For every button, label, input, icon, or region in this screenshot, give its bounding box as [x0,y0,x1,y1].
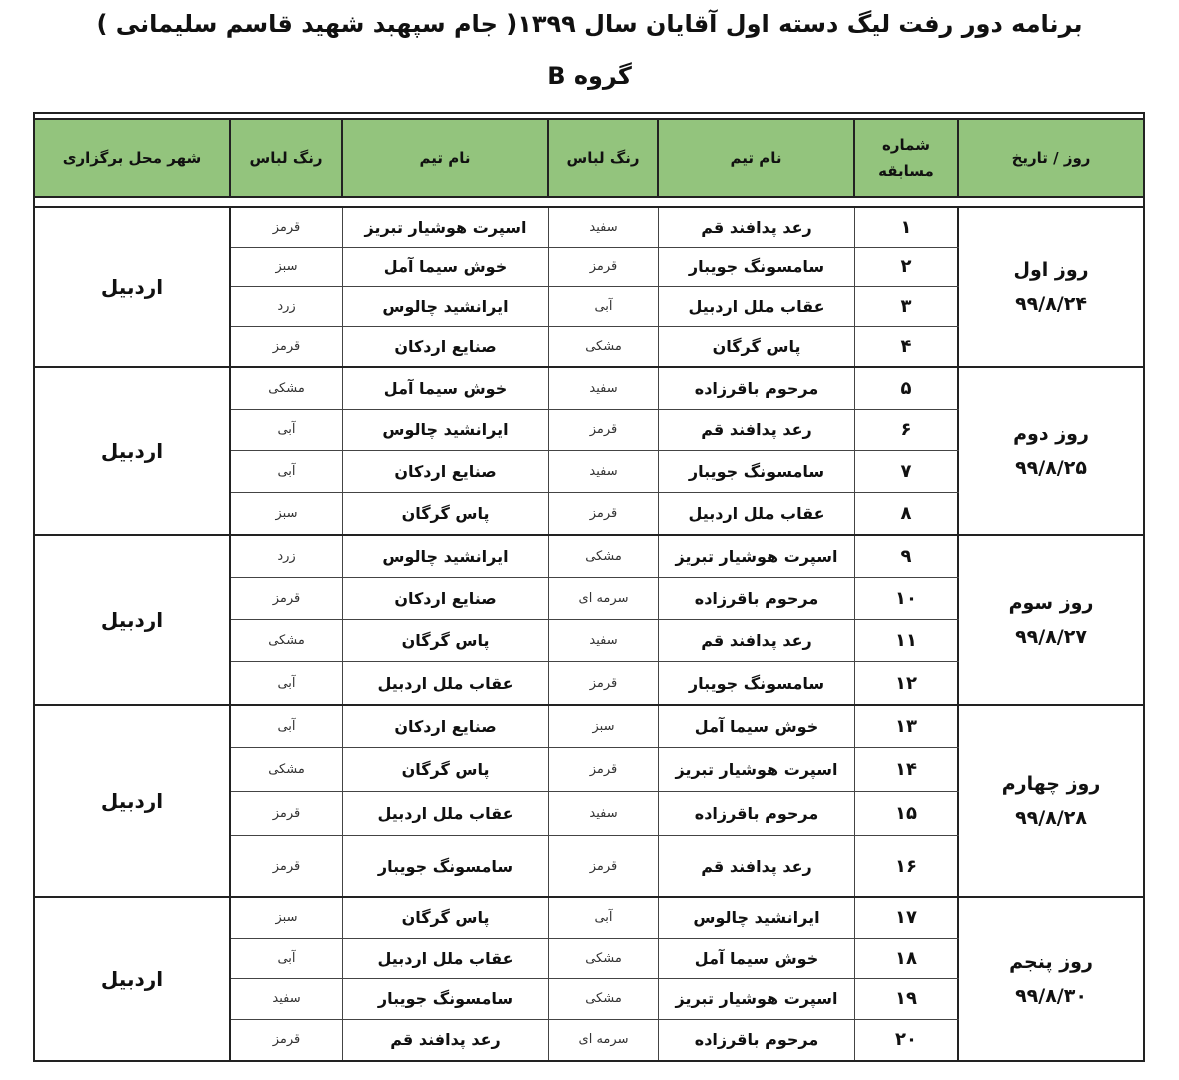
team2-color: آبی [231,451,343,492]
team2-name: ایرانشید چالوس [343,410,549,451]
table-row [231,1020,959,1061]
team1-name: رعد پدافند قم [659,410,855,451]
team1-name: رعد پدافند قم [659,836,855,896]
match-number: ۴ [855,327,959,367]
table-row [231,536,959,578]
day-group [35,366,1143,534]
team1-color: قرمز [549,836,659,896]
day-label: روز پنجم [1009,951,1093,973]
team2-color: سفید [231,979,343,1019]
team1-name: خوش سیما آمل [659,706,855,747]
match-number: ۵ [855,368,959,409]
match-number: ۱۷ [855,898,959,938]
team1-name: مرحوم باقرزاده [659,578,855,619]
table-row [231,748,959,792]
match-number: ۱۲ [855,662,959,704]
table-header [35,118,1143,198]
team2-color: آبی [231,662,343,704]
team1-name: مرحوم باقرزاده [659,1020,855,1061]
team1-color: مشکی [549,536,659,577]
team2-name: رعد پدافند قم [343,1020,549,1061]
venue-city: اردبیل [35,208,231,366]
match-number: ۶ [855,410,959,451]
table-row [231,208,959,248]
team2-color: مشکی [231,620,343,661]
team1-color: آبی [549,898,659,938]
table-row [231,578,959,620]
match-number: ۱۰ [855,578,959,619]
date-label: ۹۹/۸/۳۰ [1015,985,1087,1007]
day-label: روز دوم [1013,423,1089,445]
team2-name: سامسونگ جویبار [343,836,549,896]
team1-name: مرحوم باقرزاده [659,792,855,835]
team2-name: اسپرت هوشیار تبریز [343,208,549,247]
team2-name: پاس گرگان [343,493,549,535]
team1-name: سامسونگ جویبار [659,248,855,287]
team2-color: قرمز [231,792,343,835]
day-date-cell [959,536,1143,704]
day-date-cell [959,706,1143,896]
table-row [231,327,959,367]
team2-name: عقاب ملل اردبیل [343,939,549,979]
date-label: ۹۹/۸/۲۸ [1015,807,1087,829]
team2-color: قرمز [231,836,343,896]
header-team-2: نام تیم [343,120,549,196]
team1-color: سفید [549,208,659,247]
table-row [231,620,959,662]
team2-color: سبز [231,898,343,938]
team1-name: خوش سیما آمل [659,939,855,979]
group-subtitle: گروه B [547,62,632,90]
venue-city: اردبیل [35,706,231,896]
team2-name: پاس گرگان [343,898,549,938]
table-row [231,898,959,939]
team1-color: قرمز [549,410,659,451]
team2-name: خوش سیما آمل [343,248,549,287]
team2-color: زرد [231,287,343,326]
team1-color: قرمز [549,248,659,287]
team1-name: ایرانشید چالوس [659,898,855,938]
team1-color: مشکی [549,979,659,1019]
team1-name: اسپرت هوشیار تبریز [659,536,855,577]
date-label: ۹۹/۸/۲۷ [1015,626,1087,648]
team1-color: مشکی [549,939,659,979]
match-number: ۹ [855,536,959,577]
team2-color: مشکی [231,368,343,409]
day-group [35,206,1143,366]
match-number: ۸ [855,493,959,535]
team1-name: سامسونگ جویبار [659,662,855,704]
team2-color: قرمز [231,578,343,619]
team2-color: قرمز [231,327,343,367]
match-number: ۷ [855,451,959,492]
match-number: ۱۴ [855,748,959,791]
team2-name: ایرانشید چالوس [343,287,549,326]
table-row [231,451,959,493]
team1-color: قرمز [549,748,659,791]
team2-name: صنایع اردکان [343,578,549,619]
team1-name: عقاب ملل اردبیل [659,493,855,535]
team1-name: اسپرت هوشیار تبریز [659,748,855,791]
venue-city: اردبیل [35,368,231,534]
team2-color: قرمز [231,208,343,247]
team2-color: آبی [231,706,343,747]
team1-color: سفید [549,368,659,409]
team2-color: سبز [231,493,343,535]
team1-name: سامسونگ جویبار [659,451,855,492]
team2-name: پاس گرگان [343,620,549,661]
team2-name: ایرانشید چالوس [343,536,549,577]
team2-color: آبی [231,939,343,979]
table-row [231,493,959,535]
day-label: روز اول [1013,259,1089,281]
header-day-date: روز / تاریخ [1011,149,1091,167]
header-city: شهر محل برگزاری [35,120,231,196]
table-row [231,410,959,452]
day-group [35,704,1143,896]
header-team-1: نام تیم [659,120,855,196]
team1-name: رعد پدافند قم [659,620,855,661]
match-number: ۲ [855,248,959,287]
match-number: ۱۸ [855,939,959,979]
table-row [231,662,959,704]
team1-name: مرحوم باقرزاده [659,368,855,409]
team2-color: آبی [231,410,343,451]
team1-color: آبی [549,287,659,326]
header-match-number: شماره مسابقه [855,120,959,196]
table-row [231,836,959,896]
team1-color: سفید [549,451,659,492]
team2-color: مشکی [231,748,343,791]
team2-color: قرمز [231,1020,343,1061]
team2-name: خوش سیما آمل [343,368,549,409]
table-row [231,979,959,1020]
team2-name: پاس گرگان [343,748,549,791]
page-title: برنامه دور رفت لیگ دسته اول آقایان سال ۱۳۹۹( جام سپهبد شهید قاسم سلیمانی ) [96,10,1083,38]
table-row [231,792,959,836]
table-row [231,287,959,327]
schedule-table [33,112,1145,1062]
team1-name: اسپرت هوشیار تبریز [659,979,855,1019]
date-label: ۹۹/۸/۲۵ [1015,457,1087,479]
table-row [231,706,959,748]
team1-name: رعد پدافند قم [659,208,855,247]
day-date-cell [959,368,1143,534]
team1-color: سفید [549,620,659,661]
team1-color: قرمز [549,662,659,704]
match-number: ۱۱ [855,620,959,661]
table-row [231,248,959,288]
team2-name: صنایع اردکان [343,706,549,747]
match-number: ۱۳ [855,706,959,747]
team2-name: صنایع اردکان [343,327,549,367]
team1-color: سبز [549,706,659,747]
team1-color: سرمه ای [549,578,659,619]
team2-name: صنایع اردکان [343,451,549,492]
header-color-1: رنگ لباس [549,120,659,196]
team1-name: پاس گرگان [659,327,855,367]
day-label: روز سوم [1008,592,1094,614]
table-row [231,939,959,980]
team1-color: سفید [549,792,659,835]
date-label: ۹۹/۸/۲۴ [1015,293,1087,315]
day-label: روز چهارم [1001,773,1101,795]
day-group [35,534,1143,704]
team2-name: عقاب ملل اردبیل [343,662,549,704]
day-date-cell [959,898,1143,1060]
table-row [231,368,959,410]
team1-color: مشکی [549,327,659,367]
team1-name: عقاب ملل اردبیل [659,287,855,326]
match-number: ۱۶ [855,836,959,896]
header-color-2: رنگ لباس [231,120,343,196]
team2-color: سبز [231,248,343,287]
team2-name: سامسونگ جویبار [343,979,549,1019]
day-group [35,896,1143,1060]
team1-color: قرمز [549,493,659,535]
team1-color: سرمه ای [549,1020,659,1061]
match-number: ۱ [855,208,959,247]
venue-city: اردبیل [35,898,231,1060]
match-number: ۱۵ [855,792,959,835]
day-date-cell [959,208,1143,366]
venue-city: اردبیل [35,536,231,704]
team2-color: زرد [231,536,343,577]
match-number: ۳ [855,287,959,326]
team2-name: عقاب ملل اردبیل [343,792,549,835]
match-number: ۱۹ [855,979,959,1019]
match-number: ۲۰ [855,1020,959,1061]
